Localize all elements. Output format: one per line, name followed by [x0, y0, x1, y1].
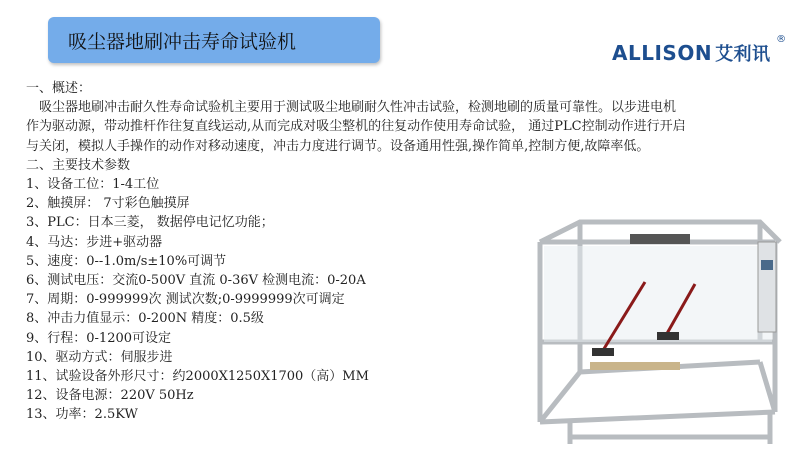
spec-item: 9、行程：0-1200可设定 — [26, 330, 172, 346]
machine-photo — [530, 212, 788, 448]
spec-item: 8、冲击力值显示：0-200N 精度：0.5级 — [26, 311, 264, 327]
slide-title: 吸尘器地刷冲击寿命试验机 — [48, 17, 380, 63]
overview-line: 作为驱动源，带动推杆作往复直线运动,从而完成对吸尘整机的往复动作使用寿命试验， 通过PLC控制动作进行开启 — [26, 119, 686, 135]
allison-logo: ALLISON 艾利讯 ® — [612, 34, 787, 65]
spec-item: 4、马达：步进+驱动器 — [26, 234, 163, 250]
spec-item: 13、功率：2.5KW — [26, 407, 138, 423]
overview-heading: 一、概述： — [26, 81, 92, 96]
spec-item: 7、周期：0-999999次 测试次数;0-9999999次可调定 — [26, 292, 345, 308]
specs-heading: 二、主要技术参数 — [26, 157, 131, 173]
spec-item: 6、测试电压：交流0-500V 直流 0-36V 检测电流：0-20A — [26, 273, 366, 289]
spec-item: 12、设备电源：220V 50Hz — [26, 388, 194, 404]
spec-item: 3、PLC：日本三菱， 数据停电记忆功能； — [26, 215, 274, 231]
spec-item: 5、速度：0--1.0m/s±10%可调节 — [26, 253, 227, 269]
overview-line: 与关闭，模拟人手操作的动作对移动速度，冲击力度进行调节。设备通用性强,操作简单,控制方便,故障率低。 — [26, 138, 650, 154]
spec-item: 10、驱动方式：伺服步进 — [26, 349, 173, 365]
spec-item: 1、设备工位：1-4工位 — [26, 177, 160, 193]
spec-item: 2、触摸屏： 7寸彩色触摸屏 — [26, 196, 190, 212]
spec-item: 11、试验设备外形尺寸：约2000X1250X1700（高）MM — [26, 369, 369, 385]
overview-line: 吸尘器地刷冲击耐久性寿命试验机主要用于测试吸尘地刷耐久性冲击试验，检测地刷的质量可靠性。以步进电机 — [26, 100, 677, 116]
